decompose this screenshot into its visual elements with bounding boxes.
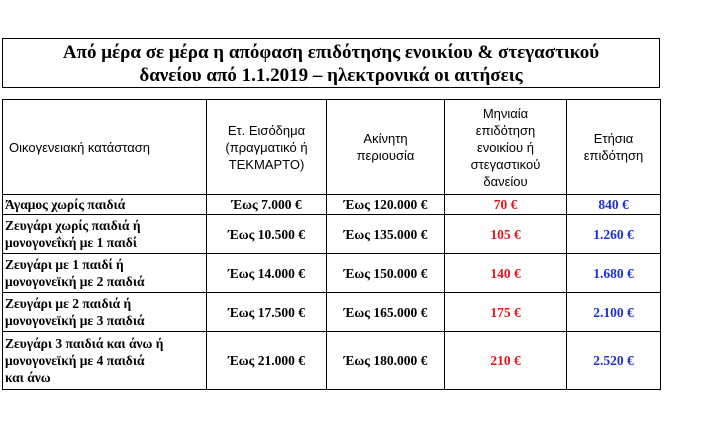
cell-monthly: 210 € (445, 332, 567, 390)
header-annual-subsidy: Ετήσια επιδότηση (567, 100, 661, 195)
table-row (3, 195, 661, 215)
cell-family-status: Ζευγάρι με 2 παιδιά ή μονογονεϊκή με 3 παιδιά (3, 293, 207, 332)
cell-monthly: 140 € (445, 254, 567, 293)
header-property: Ακίνητη περιουσία (327, 100, 445, 195)
cell-family-status: Ζευγάρι 3 παιδιά και άνω ή μονογονεϊκή με 4 παιδιά και άνω (3, 332, 207, 390)
cell-annual: 1.260 € (567, 215, 661, 254)
cell-property: Έως 150.000 € (327, 254, 445, 293)
cell-property: Έως 120.000 € (327, 195, 445, 215)
table-row (3, 254, 661, 293)
cell-income: Έως 7.000 € (207, 195, 327, 215)
cell-monthly: 105 € (445, 215, 567, 254)
cell-annual: 840 € (567, 195, 661, 215)
subsidy-table (2, 99, 661, 390)
header-annual-income: Ετ. Εισόδημα (πραγματικό ή ΤΕΚΜΑΡΤΟ) (207, 100, 327, 195)
cell-annual: 2.100 € (567, 293, 661, 332)
cell-annual: 2.520 € (567, 332, 661, 390)
cell-income: Έως 21.000 € (207, 332, 327, 390)
cell-annual: 1.680 € (567, 254, 661, 293)
table-row (3, 215, 661, 254)
cell-property: Έως 180.000 € (327, 332, 445, 390)
table-row (3, 293, 661, 332)
cell-income: Έως 17.500 € (207, 293, 327, 332)
title-box (2, 38, 660, 88)
cell-income: Έως 10.500 € (207, 215, 327, 254)
cell-monthly: 70 € (445, 195, 567, 215)
cell-family-status: Ζευγάρι χωρίς παιδιά ή μονογονεΐκή με 1 παιδί (3, 215, 207, 254)
cell-monthly: 175 € (445, 293, 567, 332)
header-monthly-subsidy: Μηνιαία επιδότηση ενοικίου ή στεγαστικού δανείου (445, 100, 567, 195)
cell-family-status: Άγαμος χωρίς παιδιά (3, 195, 207, 215)
table-header-row (3, 100, 661, 195)
title-line-2: δανείου από 1.1.2019 – ηλεκτρονικά οι αιτήσεις (139, 65, 523, 86)
cell-family-status: Ζευγάρι με 1 παιδί ή μονογονεϊκή με 2 παιδιά (3, 254, 207, 293)
title-line-1: Από μέρα σε μέρα η απόφαση επιδότησης ενοικίου & στεγαστικού (62, 42, 600, 63)
cell-income: Έως 14.000 € (207, 254, 327, 293)
table-row (3, 332, 661, 390)
header-family-status: Οικογενειακή κατάσταση (3, 100, 207, 195)
cell-property: Έως 165.000 € (327, 293, 445, 332)
cell-property: Έως 135.000 € (327, 215, 445, 254)
